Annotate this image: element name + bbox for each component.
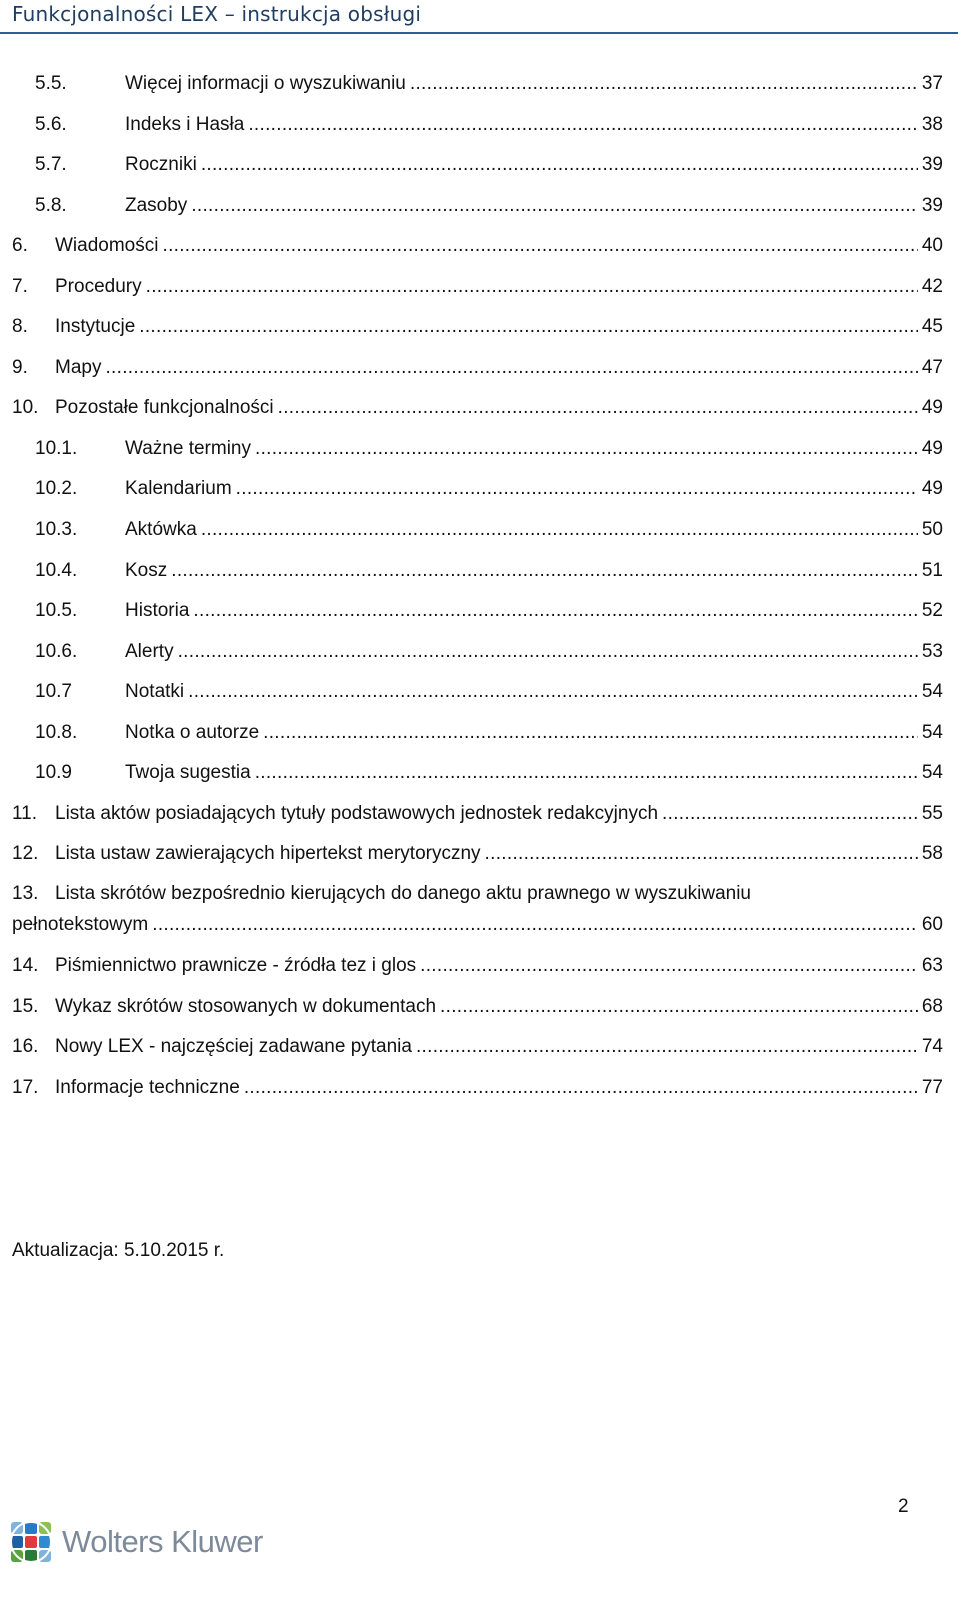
toc-entry-page: 49 bbox=[921, 438, 943, 459]
toc-dot-leader bbox=[410, 72, 918, 96]
toc-entry-number: 6. bbox=[12, 235, 28, 256]
toc-entry-number: 13. bbox=[12, 883, 39, 904]
toc-entry-page: 50 bbox=[921, 519, 943, 540]
toc-entry-page: 77 bbox=[921, 1077, 943, 1098]
toc-dot-leader bbox=[248, 113, 918, 137]
toc-entry-title: Lista skrótów bezpośrednio kierujących do danego aktu prawnego w wyszukiwaniu bbox=[55, 883, 751, 904]
logo-text: Wolters Kluwer bbox=[62, 1524, 263, 1559]
page-header bbox=[0, 0, 960, 36]
toc-entry-title: Alerty bbox=[125, 641, 174, 662]
toc-entry-page: 45 bbox=[921, 316, 943, 337]
toc-entry-number: 16. bbox=[12, 1036, 39, 1057]
toc-dot-leader bbox=[191, 194, 918, 218]
toc-entry-number: 5.6. bbox=[35, 114, 67, 135]
toc-entry-number: 10.3. bbox=[35, 519, 78, 540]
toc-entry-page: 40 bbox=[921, 235, 943, 256]
toc-dot-leader bbox=[420, 954, 918, 978]
header-rule bbox=[0, 32, 958, 34]
toc-entry-page: 58 bbox=[921, 843, 943, 864]
toc-entry-number: 14. bbox=[12, 955, 39, 976]
toc-entry-number: 10.9 bbox=[35, 762, 72, 783]
toc-entry-title: Więcej informacji o wyszukiwaniu bbox=[125, 73, 406, 94]
toc-entry-page: 51 bbox=[921, 560, 943, 581]
toc-entry-page: 38 bbox=[921, 114, 943, 135]
toc-dot-leader bbox=[440, 995, 918, 1019]
toc-entry-title: Historia bbox=[125, 600, 190, 621]
toc-dot-leader bbox=[146, 275, 918, 299]
toc-entry-page: 39 bbox=[921, 195, 943, 216]
toc-entry-page: 54 bbox=[921, 681, 943, 702]
toc-entry-title: Instytucje bbox=[55, 316, 136, 337]
toc-dot-leader bbox=[178, 640, 918, 664]
toc-entry[interactable] bbox=[0, 309, 943, 339]
toc-entry[interactable] bbox=[0, 512, 943, 542]
toc-entry[interactable] bbox=[0, 147, 943, 177]
toc-entry-title: Notka o autorze bbox=[125, 722, 260, 743]
toc-entry-title: Ważne terminy bbox=[125, 438, 251, 459]
toc-entry-number: 15. bbox=[12, 996, 39, 1017]
toc-entry[interactable] bbox=[0, 188, 943, 218]
toc-entry-page: 55 bbox=[921, 803, 943, 824]
toc-entry[interactable] bbox=[0, 228, 943, 258]
toc-dot-leader bbox=[201, 518, 918, 542]
toc-entry-title: Nowy LEX - najczęściej zadawane pytania bbox=[55, 1036, 412, 1057]
toc-entry-number: 5.8. bbox=[35, 195, 67, 216]
toc-entry-number: 10.1. bbox=[35, 438, 78, 459]
toc-entry-page: 54 bbox=[921, 762, 943, 783]
toc-dot-leader bbox=[244, 1076, 918, 1100]
toc-entry-page: 42 bbox=[921, 276, 943, 297]
toc-entry[interactable] bbox=[0, 989, 943, 1019]
toc-entry[interactable] bbox=[0, 553, 943, 583]
toc-entry-number: 10.6. bbox=[35, 641, 78, 662]
toc-entry[interactable] bbox=[0, 1029, 943, 1059]
toc-entry-page: 63 bbox=[921, 955, 943, 976]
toc-entry-title: Piśmiennictwo prawnicze - źródła tez i glos bbox=[55, 955, 417, 976]
toc-entry-number: 10.2. bbox=[35, 478, 78, 499]
toc-entry-page: 37 bbox=[921, 73, 943, 94]
toc-entry-number: 10.8. bbox=[35, 722, 78, 743]
toc-entry-page: 74 bbox=[921, 1036, 943, 1057]
globe-logo-icon bbox=[10, 1521, 52, 1563]
toc-entry-title: Lista aktów posiadających tytuły podstawowych jednostek redakcyjnych bbox=[55, 803, 659, 824]
toc-entry[interactable] bbox=[0, 634, 943, 664]
toc-entry[interactable] bbox=[0, 836, 943, 866]
toc-entry-title: Mapy bbox=[55, 357, 102, 378]
toc-entry-title: Aktówka bbox=[125, 519, 197, 540]
toc-entry-title: Wiadomości bbox=[55, 235, 159, 256]
toc-dot-leader bbox=[255, 761, 918, 785]
toc-entry[interactable] bbox=[0, 431, 943, 461]
toc-entry-title: Notatki bbox=[125, 681, 185, 702]
toc-dot-leader bbox=[278, 396, 918, 420]
toc-entry[interactable] bbox=[0, 715, 943, 745]
toc-entry-number: 8. bbox=[12, 316, 28, 337]
toc-entry[interactable] bbox=[0, 269, 943, 299]
toc-dot-leader bbox=[416, 1035, 918, 1059]
toc-entry-title: Pozostałe funkcjonalności bbox=[55, 397, 274, 418]
toc-entry-title: Indeks i Hasła bbox=[125, 114, 245, 135]
toc-entry-page: 68 bbox=[921, 996, 943, 1017]
toc-entry-number: 5.5. bbox=[35, 73, 67, 94]
update-date: Aktualizacja: 5.10.2015 r. bbox=[12, 1240, 225, 1261]
toc-dot-leader bbox=[171, 559, 918, 583]
toc-entry-page: 39 bbox=[921, 154, 943, 175]
toc-entry-title: Procedury bbox=[55, 276, 142, 297]
toc-entry[interactable] bbox=[0, 755, 943, 785]
toc-entry-title: Kosz bbox=[125, 560, 168, 581]
toc-dot-leader bbox=[263, 721, 918, 745]
toc-entry-title: Wykaz skrótów stosowanych w dokumentach bbox=[55, 996, 437, 1017]
toc-entry-title-continued: pełnotekstowym bbox=[12, 914, 149, 935]
toc-dot-leader bbox=[188, 680, 918, 704]
toc-entry-page: 53 bbox=[921, 641, 943, 662]
toc-entry[interactable] bbox=[0, 796, 943, 826]
toc-entry-number: 9. bbox=[12, 357, 28, 378]
toc-entry-page: 49 bbox=[921, 478, 943, 499]
toc-entry-number: 12. bbox=[12, 843, 39, 864]
toc-dot-leader bbox=[193, 599, 917, 623]
toc-dot-leader bbox=[201, 153, 918, 177]
toc-entry-number: 10.4. bbox=[35, 560, 78, 581]
wolters-kluwer-logo bbox=[10, 1520, 270, 1564]
toc-entry-page: 52 bbox=[921, 600, 943, 621]
toc-entry-page: 60 bbox=[921, 914, 943, 935]
toc-entry-number: 5.7. bbox=[35, 154, 67, 175]
toc-dot-leader bbox=[139, 315, 918, 339]
toc-entry-number: 17. bbox=[12, 1077, 39, 1098]
toc-entry-title: Roczniki bbox=[125, 154, 197, 175]
toc-entry[interactable] bbox=[0, 1070, 943, 1100]
toc-entry-title: Informacje techniczne bbox=[55, 1077, 240, 1098]
toc-entry-number: 11. bbox=[12, 803, 38, 824]
toc-entry-number: 10.5. bbox=[35, 600, 78, 621]
toc-entry[interactable] bbox=[0, 674, 943, 704]
toc-entry-title: Zasoby bbox=[125, 195, 188, 216]
toc-entry[interactable] bbox=[0, 107, 943, 137]
toc-entry[interactable] bbox=[0, 390, 943, 420]
toc-entry-title: Twoja sugestia bbox=[125, 762, 251, 783]
toc-entry[interactable] bbox=[0, 350, 943, 380]
toc-dot-leader bbox=[152, 913, 918, 937]
toc-entry-page: 47 bbox=[921, 357, 943, 378]
toc-entry[interactable] bbox=[0, 66, 943, 96]
toc-entry[interactable] bbox=[0, 471, 943, 501]
toc-entry-number: 10.7 bbox=[35, 681, 72, 702]
toc-entry[interactable] bbox=[0, 882, 943, 942]
toc-dot-leader bbox=[485, 842, 918, 866]
toc-dot-leader bbox=[255, 437, 918, 461]
toc-entry-title: Lista ustaw zawierających hipertekst merytoryczny bbox=[55, 843, 481, 864]
toc-dot-leader bbox=[162, 234, 917, 258]
toc-entry[interactable] bbox=[0, 593, 943, 623]
toc-entry-number: 10. bbox=[12, 397, 39, 418]
toc-entry-title: Kalendarium bbox=[125, 478, 232, 499]
toc-entry[interactable] bbox=[0, 948, 943, 978]
toc-entry-page: 54 bbox=[921, 722, 943, 743]
toc-dot-leader bbox=[236, 477, 918, 501]
toc-dot-leader bbox=[662, 802, 918, 826]
page-number: 2 bbox=[898, 1496, 909, 1517]
toc-entry-number: 7. bbox=[12, 276, 28, 297]
header-title: Funkcjonalności LEX – instrukcja obsługi bbox=[12, 2, 422, 26]
toc-dot-leader bbox=[105, 356, 917, 380]
toc-entry-page: 49 bbox=[921, 397, 943, 418]
